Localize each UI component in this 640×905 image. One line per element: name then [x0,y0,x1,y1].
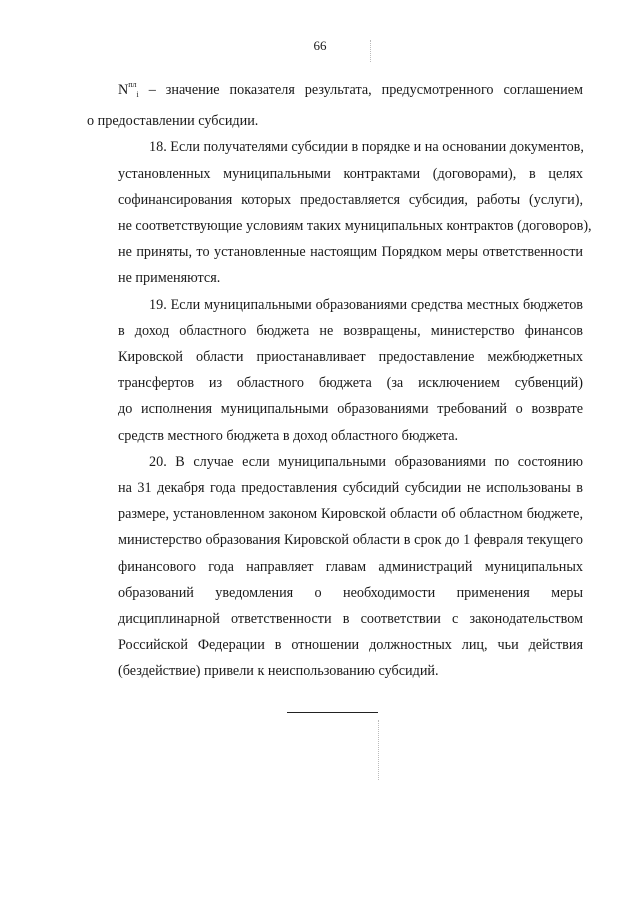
text-line: не применяются. [118,270,221,287]
formula-symbol [118,82,139,98]
text-line: не соответствующие условиям таких муниципальных контрактов (договоров), [118,218,592,235]
paragraph-p19 [87,292,583,449]
text-line: до исполнения муниципальными образованиями требований о возврате [118,401,583,418]
text-line: размере, установленном законом Кировской области об областном бюджете, [118,506,583,523]
page-number: 66 [313,38,327,53]
text-line: 20. В случае если муниципальными образованиями по состоянию [149,453,583,470]
formula-symbol-base: N [118,82,129,98]
formula-symbol-superscript: пл [128,80,137,89]
end-of-text-rule [287,712,378,713]
definition-line-2: о предоставлении субсидии. [87,113,259,130]
text-line: средств местного бюджета в доход областного бюджета. [118,427,459,444]
text-line: дисциплинарной ответственности в соответствии с законодательством [118,611,583,628]
paragraph-p20 [87,449,583,685]
paragraph-list [87,134,592,684]
text-line: установленных муниципальными контрактами (договорами), в целях [118,165,583,182]
text-line: финансового года направляет главам администраций муниципальных [118,558,583,575]
paragraph-p18 [87,134,592,291]
text-line: софинансирования которых предоставляется субсидия, работы (услуги), [118,191,583,208]
definition-text-1: – значение показателя результата, предусмотренного соглашением [138,82,583,98]
definition-paragraph [87,72,583,134]
scan-artifact [370,40,371,62]
formula-symbol-subscript: i [136,90,139,99]
text-line: на 31 декабря года предоставления субсидий субсидии не использованы в [118,480,583,497]
scan-artifact [378,720,379,780]
text-line: образований уведомления о необходимости применения меры [118,584,583,601]
text-line: 18. Если получателями субсидии в порядке и на основании документов, [149,139,584,156]
text-line: трансфертов из областного бюджета (за исключением субвенций) [118,375,583,392]
text-line: министерство образования Кировской области в срок до 1 февраля текущего [118,532,583,549]
text-line: 19. Если муниципальными образованиями средства местных бюджетов [149,296,583,313]
definition-line-1 [87,72,583,108]
text-line: не приняты, то установленные настоящим Порядком меры ответственности [118,244,583,261]
text-line: (бездействие) привели к неиспользованию субсидий. [118,663,439,680]
text-line: в доход областного бюджета не возвращены, министерство финансов [118,322,583,339]
text-line: Российской Федерации в отношении должностных лиц, чьи действия [118,637,583,654]
text-line: Кировской области приостанавливает предоставление межбюджетных [118,349,583,366]
document-body [87,72,592,685]
